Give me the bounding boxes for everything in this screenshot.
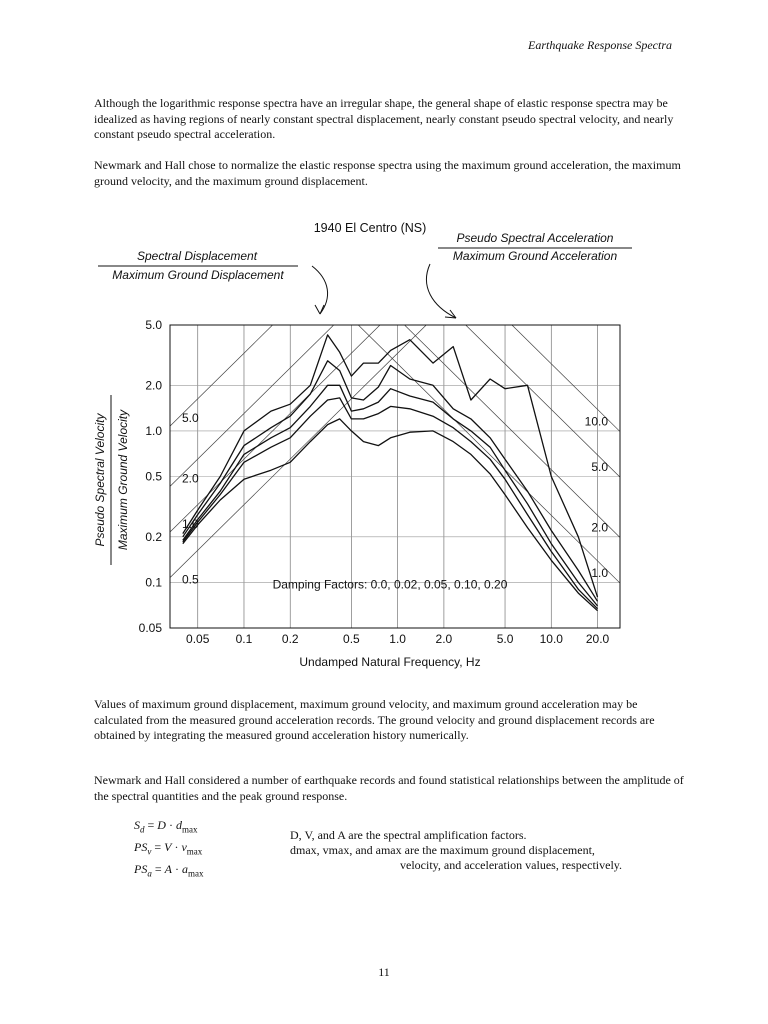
y-tick-label: 0.1 <box>145 575 162 590</box>
psa-label-numerator: Pseudo Spectral Acceleration <box>456 231 614 245</box>
damping-factors-label: Damping Factors: 0.0, 0.02, 0.05, 0.10, 0.20 <box>272 577 508 592</box>
x-tick-label: 0.2 <box>281 632 299 646</box>
spectrum-series-damping-0.02 <box>183 361 598 602</box>
equation-description <box>290 828 622 873</box>
displacement-line-label: 0.5 <box>182 572 199 587</box>
acceleration-line-label: 10.0 <box>584 414 608 429</box>
page-number: 11 <box>378 965 390 979</box>
psa-label-denominator: Maximum Ground Acceleration <box>452 249 618 263</box>
sd-label-numerator: Spectral Displacement <box>136 249 258 263</box>
x-tick-label: 5.0 <box>496 632 514 646</box>
acceleration-line-label: 1.0 <box>591 566 608 581</box>
running-header: Earthquake Response Spectra <box>528 38 672 52</box>
paragraph-ground-motion: Values of maximum ground displacement, maximum ground velocity, and maximum ground acceleration may be calculated from the measured ground acceleration records. The ground velocity and ground displacement records are obtained by integrating the measured ground acceleration history numerically. <box>94 697 655 742</box>
spectrum-series-damping-0.0 <box>183 335 598 597</box>
y-axis-label-numerator: Pseudo Spectral Velocity <box>93 413 107 547</box>
sd-label-denominator: Maximum Ground Displacement <box>112 268 284 282</box>
x-tick-label: 2.0 <box>435 632 453 646</box>
y-tick-label: 0.05 <box>138 621 162 635</box>
spectrum-series-damping-0.05 <box>183 385 598 606</box>
equation-block <box>134 818 203 884</box>
y-tick-label: 1.0 <box>145 423 162 438</box>
x-tick-label: 1.0 <box>389 632 406 646</box>
y-tick-label: 0.5 <box>145 469 162 484</box>
psa-arrow <box>426 264 456 318</box>
y-tick-label: 2.0 <box>145 378 162 393</box>
x-axis-label: Undamped Natural Frequency, Hz <box>299 655 481 669</box>
displacement-line-label: 2.0 <box>182 471 199 486</box>
paragraph-idealized-shape: Although the logarithmic response spectra have an irregular shape, the general shape of elastic response spectra may be idealized as having regions of nearly constant spectral displacement, nearly constant pseudo spectral velocity, and nearly constant pseudo spectral acceleration. <box>94 96 674 141</box>
equation-note-line-3: velocity, and acceleration values, respectively. <box>400 858 623 872</box>
equation-sd: $S_d = D \cdot d_{max}$ <box>134 818 198 835</box>
displacement-line-label: 5.0 <box>182 411 199 426</box>
equation-psa: $PS_a = A \cdot a_{max}$ <box>134 862 204 879</box>
y-axis-label-denominator: Maximum Ground Velocity <box>116 409 130 551</box>
x-tick-label: 0.5 <box>343 632 360 646</box>
acceleration-line-label: 5.0 <box>591 460 608 475</box>
equation-psv: $PS_v = V \cdot v_{max}$ <box>134 840 203 857</box>
acceleration-line-label: 2.0 <box>591 520 608 535</box>
displacement-line-label: 1.0 <box>182 517 199 532</box>
paragraph-statistical-relationships: Newmark and Hall considered a number of earthquake records and found statistical relationships between the amplitude of the spectral quantities and the peak ground response. <box>94 773 684 803</box>
x-tick-label: 20.0 <box>585 632 610 646</box>
equation-note-line-2: dmax, vmax, and amax are the maximum ground displacement, <box>290 843 595 857</box>
x-tick-label: 0.1 <box>235 632 253 646</box>
sd-arrow <box>312 266 328 314</box>
y-tick-label: 0.2 <box>145 529 162 544</box>
x-tick-label: 0.05 <box>186 632 210 646</box>
x-tick-label: 10.0 <box>539 632 563 646</box>
y-tick-label: 5.0 <box>145 318 162 332</box>
chart-title: 1940 El Centro (NS) <box>313 221 427 235</box>
equation-note-line-1: D, V, and A are the spectral amplification factors. <box>290 828 527 842</box>
paragraph-normalization: Newmark and Hall chose to normalize the elastic response spectra using the maximum ground acceleration, the maximum ground velocity, and the maximum ground displacement. <box>94 158 681 188</box>
